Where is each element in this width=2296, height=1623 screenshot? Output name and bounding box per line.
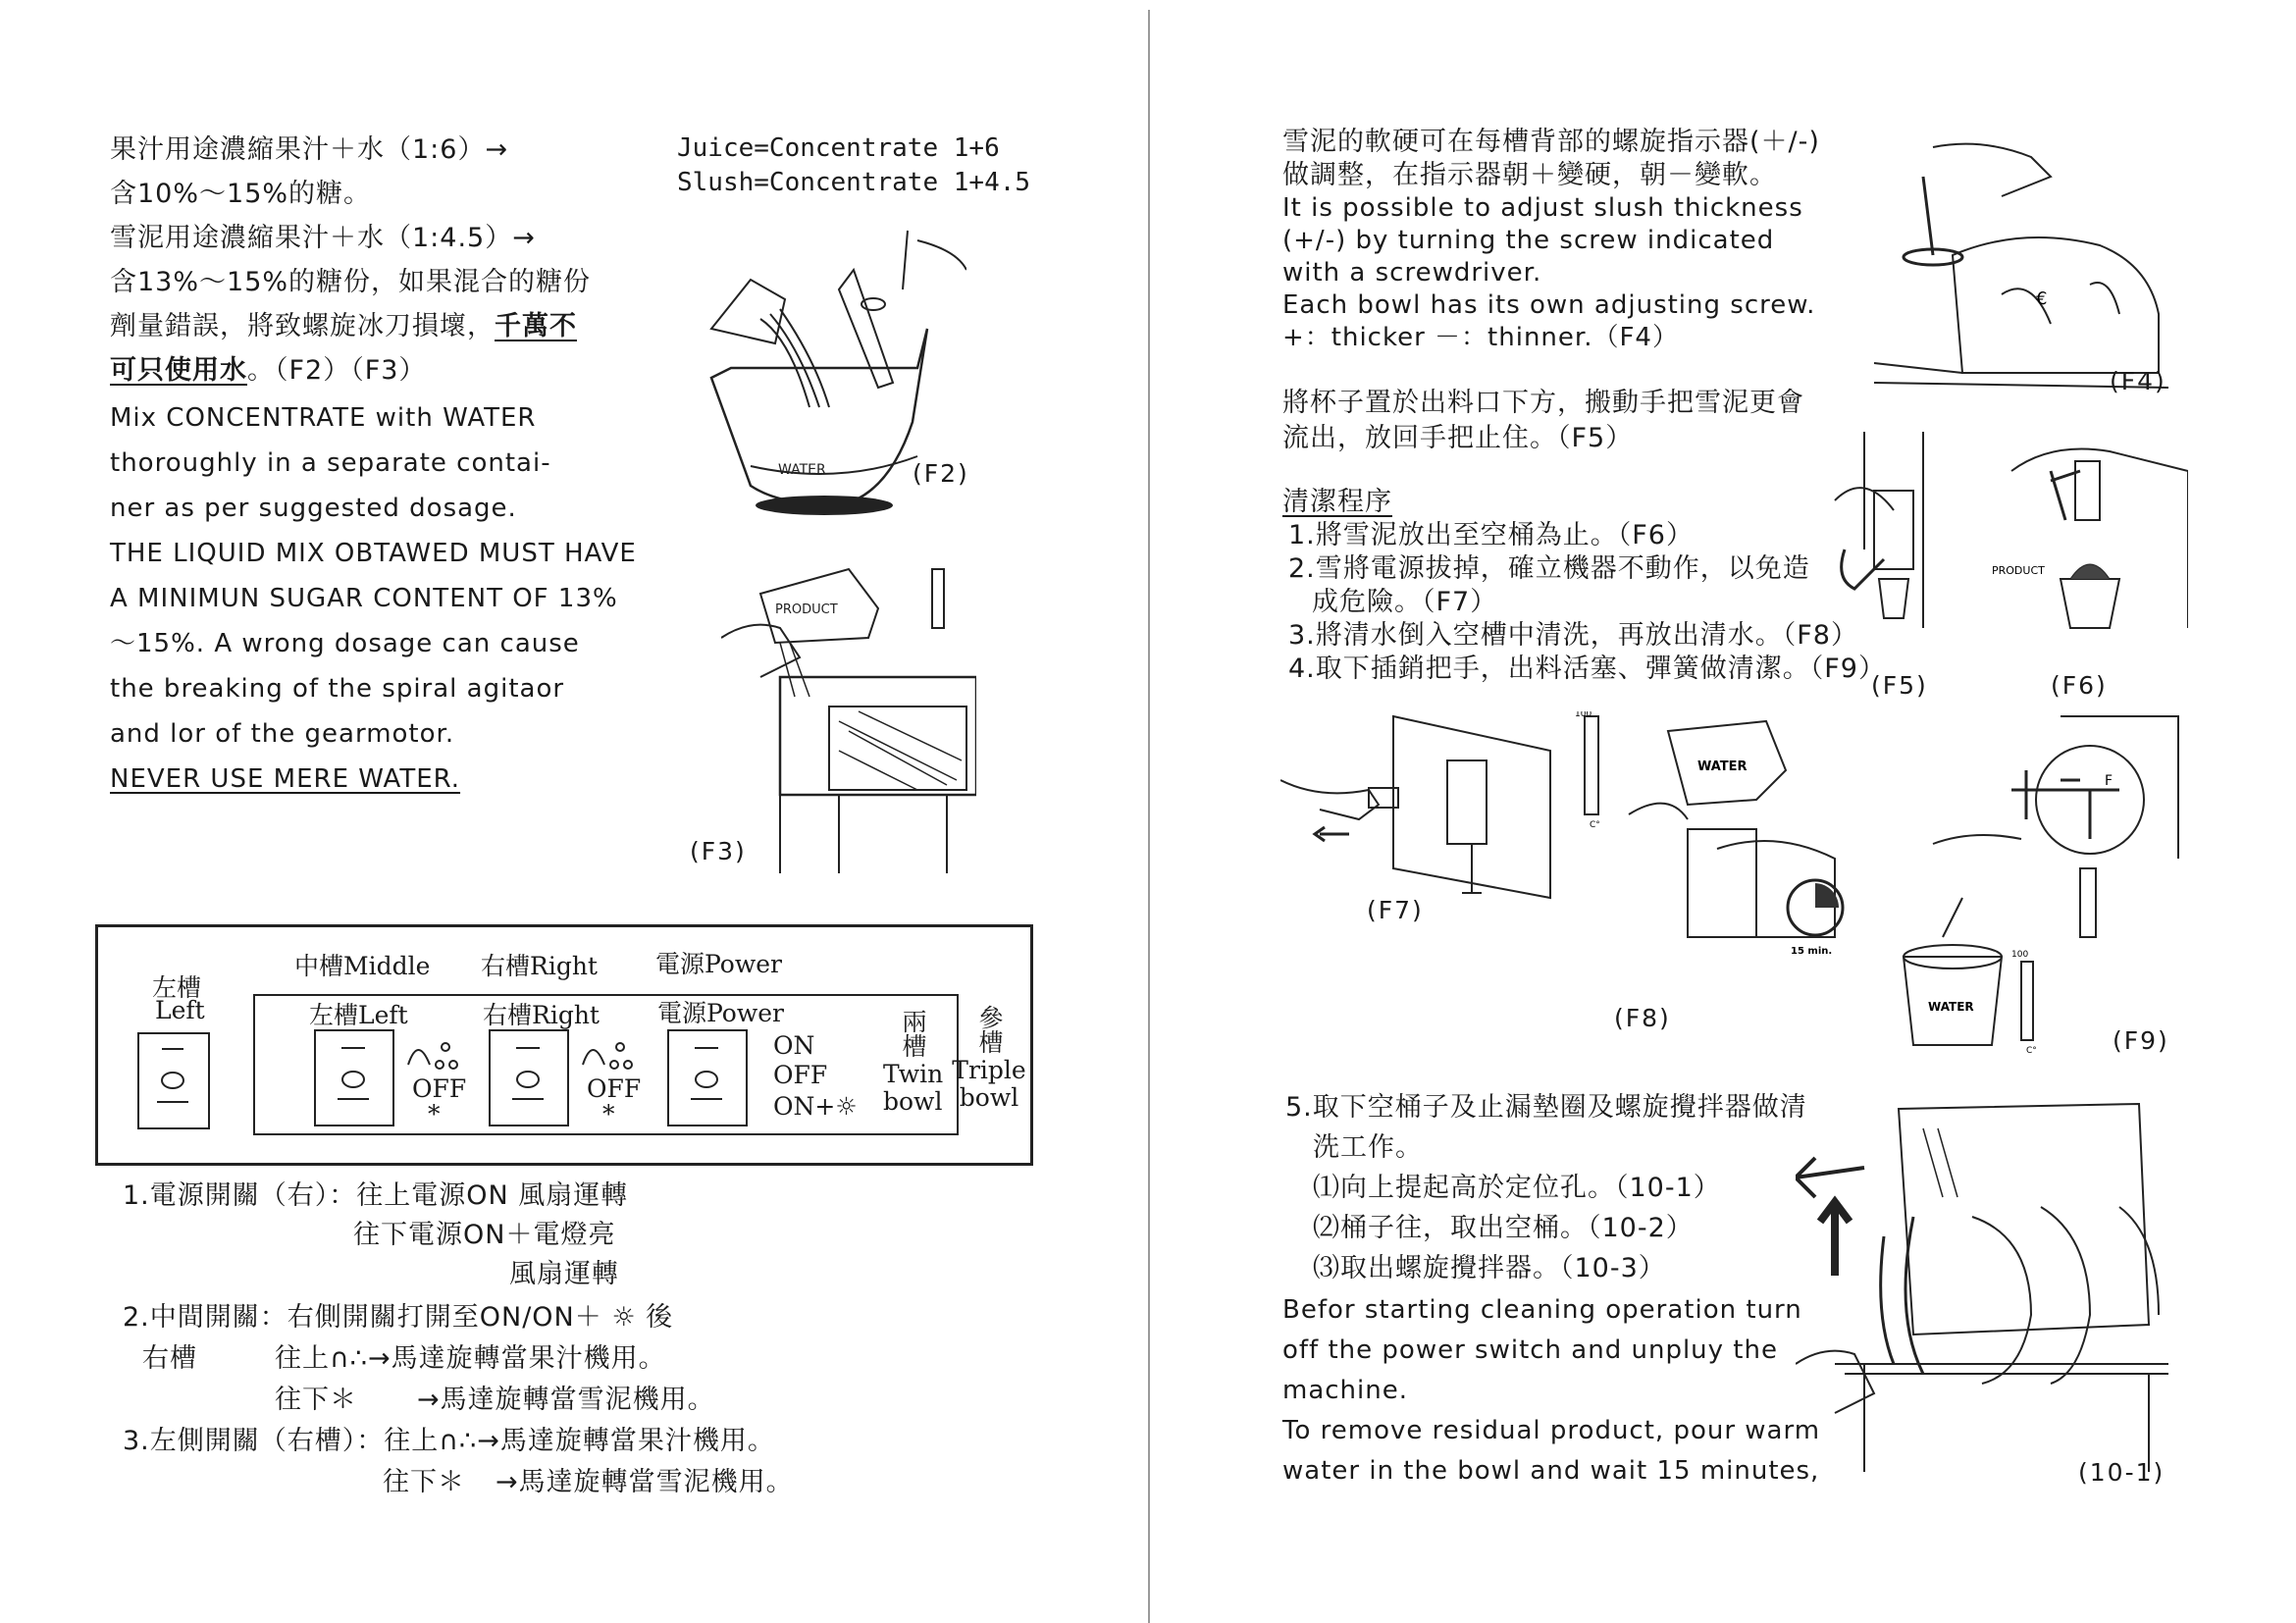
- switch-panel-diagram: [95, 924, 1033, 1166]
- note-line: [275, 1336, 666, 1381]
- f2-water-label: WATER: [778, 462, 826, 478]
- step5-line: 5.取下空桶子及止漏墊圈及螺旋攪拌器做清: [1285, 1092, 1807, 1123]
- inner-left-label: 左槽Left: [309, 1001, 408, 1029]
- note-line: 往下＊: [383, 1467, 465, 1497]
- power-switch[interactable]: [667, 1029, 748, 1126]
- note-line: 1.電源開關（右）：往上電源ON 風扇運轉: [123, 1180, 629, 1211]
- fan-arc-icon: ∩∴: [439, 1426, 478, 1456]
- figure-10-1-bowl-removal-illustration: [1796, 1099, 2188, 1472]
- f8-therm-bottom: C°: [1590, 820, 1600, 830]
- left-en-line: ～15%. A wrong dosage can cause: [110, 629, 580, 658]
- power-on-label: ON: [773, 1031, 815, 1060]
- adjust-en-line: Each bowl has its own adjusting screw.: [1282, 290, 1816, 320]
- right-off-label: OFF: [587, 1074, 642, 1103]
- f3-product-label: PRODUCT: [775, 602, 838, 617]
- triple-zh: 參槽: [975, 1005, 1004, 1054]
- panel-head-middle: 中槽Middle: [294, 952, 431, 980]
- switch-notes: [123, 1174, 809, 1507]
- left-zh-line-text: 劑量錯誤，將致螺旋冰刀損壞，: [110, 311, 495, 341]
- figure-f5-caption: (F5): [1871, 671, 1928, 700]
- note-line: [123, 1419, 775, 1463]
- left-en-line: THE LIQUID MIX OBTAWED MUST HAVE: [110, 539, 637, 568]
- step5-line: ⑵桶子往，取出空桶。（10-2）: [1313, 1213, 1694, 1243]
- figure-f6-caption: (F6): [2051, 671, 2108, 700]
- figure-f6-dispense-illustration: [1992, 432, 2188, 667]
- panel-head-right: 右槽Right: [481, 952, 598, 980]
- middle-star-label: *: [428, 1100, 441, 1128]
- left-zh-line: [110, 348, 591, 393]
- adjust-en-line: It is possible to adjust slush thickness: [1282, 193, 1803, 223]
- adjust-en-line: +：thicker －：thinner.（F4）: [1282, 323, 1679, 352]
- figure-f3-pouring-illustration: [721, 550, 976, 873]
- en-cleaning-line: machine.: [1282, 1376, 1408, 1405]
- step5-line: 洗工作。: [1313, 1132, 1423, 1163]
- step5-line: ⑶取出螺旋攪拌器。（10-3）: [1313, 1253, 1666, 1283]
- figure-refs: 。（F2）（F3）: [247, 355, 427, 386]
- svg-text:F: F: [2105, 773, 2113, 789]
- inner-right-label: 右槽Right: [483, 1001, 600, 1029]
- figure-f7-unplug-illustration: [1280, 711, 1555, 908]
- adjust-zh-line: 雪泥的軟硬可在每槽背部的螺旋指示器(＋/-): [1282, 127, 1820, 157]
- twin-bowl-label: [883, 1006, 942, 1116]
- note-line: 往下電源ON＋電燈亮: [353, 1220, 616, 1250]
- left-zh-line: 含10%～15%的糖。: [110, 179, 372, 209]
- ratio-line: Slush=Concentrate 1+4.5: [677, 168, 1031, 197]
- left-en-line: and lor of the gearmotor.: [110, 719, 455, 749]
- en-cleaning-line: Befor starting cleaning operation turn: [1282, 1295, 1802, 1325]
- left-zh-line: [110, 304, 591, 348]
- cup-block: [1282, 386, 1804, 456]
- f6-product-label: PRODUCT: [1992, 564, 2045, 577]
- note-line: [123, 1295, 673, 1339]
- triple-en1: Triple: [952, 1056, 1026, 1084]
- figure-f8-caption: (F8): [1614, 1004, 1671, 1032]
- panel-head-power: 電源Power: [655, 950, 783, 978]
- figure-f7-caption: (F7): [1367, 896, 1424, 924]
- cleaning-block: [1282, 486, 1886, 686]
- cleaning-title: 清潔程序: [1282, 487, 1392, 517]
- cup-zh-line: 流出，放回手把止住。（F5）: [1282, 423, 1634, 453]
- note-line: 往下＊: [275, 1385, 357, 1415]
- triple-en2: bowl: [959, 1083, 1019, 1112]
- note-line: →馬達旋轉當雪泥機用。: [496, 1467, 794, 1497]
- adjust-en-line: (+/-) by turning the screw indicated: [1282, 226, 1775, 255]
- note-text: 3.左側開關（右槽）：往上: [123, 1426, 440, 1456]
- note-text: 往上: [275, 1343, 330, 1374]
- svg-text:€: €: [2036, 288, 2048, 309]
- left-en-line: A MINIMUN SUGAR CONTENT OF 13%: [110, 584, 618, 613]
- power-onlight-text: ON+: [773, 1092, 836, 1121]
- note-line: 右槽: [142, 1343, 197, 1374]
- adjust-en-line: with a screwdriver.: [1282, 258, 1542, 288]
- ratio-line: Juice=Concentrate 1+6: [677, 133, 1000, 163]
- f9-therm-top: 100: [2011, 950, 2029, 960]
- figure-f4-caption: (F4): [2110, 367, 2166, 395]
- note-text: 2.中間開關：右側開關打開至ON/ON＋: [123, 1302, 602, 1333]
- left-zh-line: 果汁用途濃縮果汁＋水（1:6）→: [110, 134, 509, 165]
- f8-timer-label: 15 min.: [1791, 946, 1833, 957]
- figure-10-1-caption: (10-1): [2078, 1458, 2166, 1487]
- lightbulb-icon: ☼: [611, 1302, 637, 1333]
- left-en-line: the breaking of the spiral agitaor: [110, 674, 565, 704]
- left-zh-line: 含13%～15%的糖份，如果混合的糖份: [110, 267, 592, 297]
- power-onlight-label: [773, 1092, 858, 1121]
- f8-therm-top: 100: [1575, 711, 1592, 719]
- adjust-zh-line: 做調整，在指示器朝＋變硬，朝－變軟。: [1282, 160, 1777, 190]
- panel-inner-box: [253, 994, 959, 1135]
- left-en-line: Mix CONCENTRATE with WATER: [110, 403, 537, 433]
- note-text: →馬達旋轉當果汁機用。: [367, 1343, 666, 1374]
- right-bowl-switch[interactable]: [489, 1029, 569, 1126]
- triple-bowl-label: [950, 1002, 1028, 1112]
- note-line: →馬達旋轉當雪泥機用。: [417, 1385, 715, 1415]
- f8-water-label: WATER: [1697, 759, 1748, 774]
- middle-off-label: OFF: [412, 1074, 467, 1103]
- twin-zh: 兩槽: [899, 1009, 927, 1058]
- adjust-block: [1282, 126, 1820, 354]
- warning-text: 千萬不: [495, 311, 577, 341]
- right-star-label: *: [602, 1100, 615, 1128]
- inner-power-label: 電源Power: [657, 999, 785, 1027]
- fan-arc-icon: [404, 1035, 463, 1074]
- warning-text: 可只使用水: [110, 355, 247, 386]
- left-en-line: ner as per suggested dosage.: [110, 494, 517, 523]
- cleaning-step: 2.雪將電源拔掉，確立機器不動作，以免造: [1288, 553, 1810, 584]
- note-text: 後: [646, 1302, 674, 1333]
- note-text: →馬達旋轉當果汁機用。: [477, 1426, 775, 1456]
- f9-water-label: WATER: [1928, 1000, 1974, 1014]
- figure-f2-caption: (F2): [913, 459, 969, 488]
- twin-en1: Twin: [883, 1060, 944, 1088]
- figure-f5-dispense-illustration: [1825, 432, 1962, 667]
- note-line: 風扇運轉: [509, 1259, 619, 1289]
- cleaning-step: 成危險。（F7）: [1312, 587, 1498, 617]
- en-cleaning-line: water in the bowl and wait 15 minutes,: [1282, 1456, 1820, 1486]
- twin-en2: bowl: [883, 1087, 943, 1116]
- cleaning-step: 1.將雪泥放出至空桶為止。（F6）: [1288, 520, 1694, 550]
- figure-f4-adjust-screw-illustration: [1854, 137, 2188, 402]
- figure-f3-caption: (F3): [690, 837, 747, 865]
- step5-block: [1285, 1087, 1807, 1288]
- figure-f9-caption: (F9): [2113, 1026, 2169, 1055]
- page-fold: [1148, 10, 1150, 1623]
- step5-line: ⑴向上提起高於定位孔。（10-1）: [1313, 1173, 1721, 1203]
- left-bowl-switch[interactable]: [137, 1032, 210, 1129]
- fan-arc-icon: [579, 1035, 638, 1074]
- never-water-warning: NEVER USE MERE WATER.: [110, 764, 461, 794]
- panel-left-en: Left: [155, 996, 205, 1024]
- middle-left-switch[interactable]: [314, 1029, 394, 1126]
- power-off-label: OFF: [773, 1061, 828, 1089]
- panel-left-zh: 左槽: [152, 973, 202, 1002]
- en-cleaning-block: [1282, 1290, 1820, 1492]
- en-cleaning-line: To remove residual product, pour warm: [1282, 1416, 1821, 1445]
- cup-zh-line: 將杯子置於出料口下方，搬動手把雪泥更會: [1282, 388, 1804, 418]
- left-zh-block: [110, 128, 591, 393]
- lightbulb-icon: ☼: [835, 1092, 858, 1121]
- f9-therm-bottom: C°: [2026, 1046, 2037, 1056]
- fan-arc-icon: ∩∴: [330, 1343, 368, 1374]
- left-zh-line: 雪泥用途濃縮果汁＋水（1:4.5）→: [110, 223, 536, 253]
- figure-f9-piston-illustration: [1884, 711, 2188, 1065]
- en-cleaning-line: off the power switch and unpluy the: [1282, 1335, 1778, 1365]
- left-en-line: thoroughly in a separate contai-: [110, 448, 551, 478]
- figure-f8-rinse-illustration: [1560, 711, 1845, 996]
- ratio-block: [677, 131, 1030, 200]
- cleaning-step: 4.取下插銷把手，出料活塞、彈簧做清潔。（F9）: [1288, 654, 1886, 684]
- left-en-block: [110, 395, 637, 802]
- cleaning-step: 3.將清水倒入空槽中清洗，再放出清水。（F8）: [1288, 620, 1858, 651]
